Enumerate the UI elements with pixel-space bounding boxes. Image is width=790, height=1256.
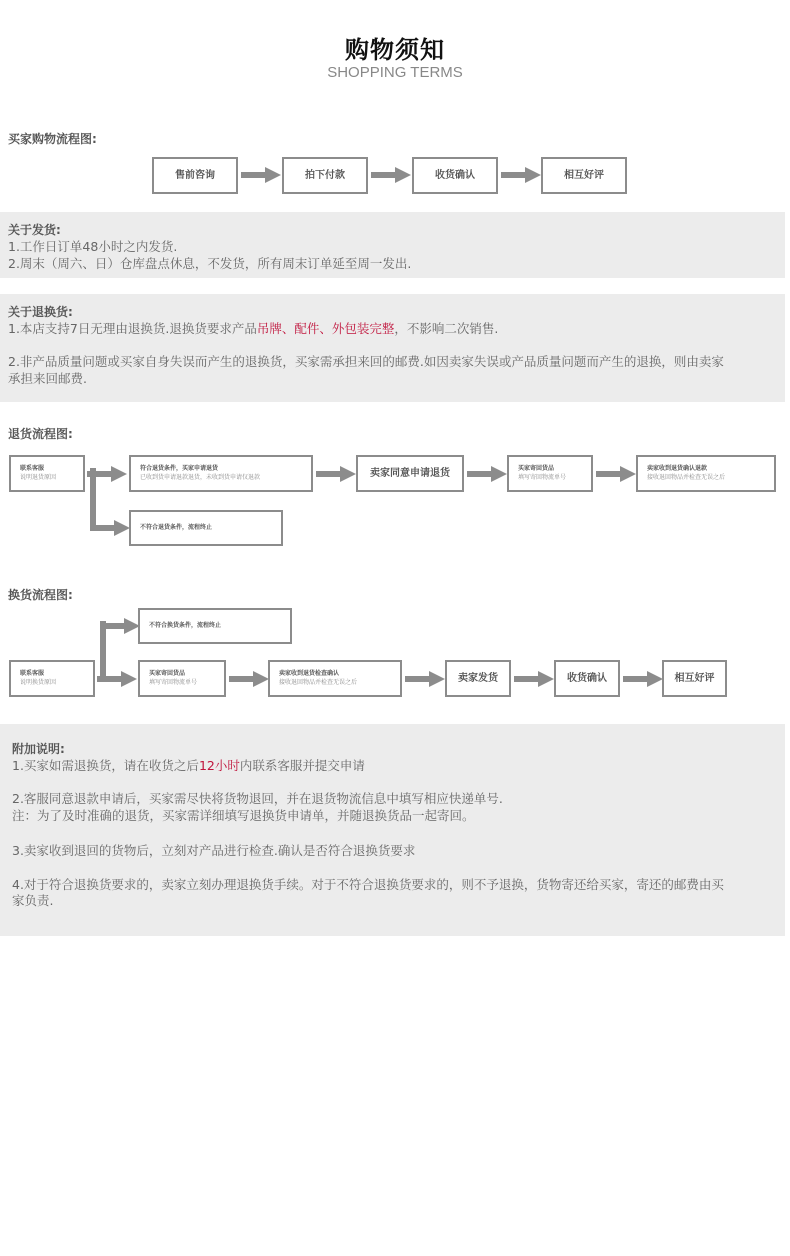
arrow-right-icon [240,167,282,183]
exchange-receive-box: 收货确认 [554,660,620,697]
returns-highlight: 吊牌、配件、外包装完整 [256,321,395,336]
refund-contact-box: 联系客服 说明退货原因 [9,455,85,492]
arrow-right-icon [228,671,270,687]
returns-line-2b: 承担来回邮费. [8,371,87,386]
notes-line-2b: 注：为了及时准确的退货，买家需详细填写退换货申请单，并随退换货品一起寄回。 [12,808,475,823]
notes-title: 附加说明: [12,742,65,756]
arrow-right-icon [100,618,140,634]
notes-line-1: 1.买家如需退换货，请在收货之后12小时内联系客服并提交申请 [12,758,365,773]
page-title: 购物须知 [345,36,445,64]
arrow-right-icon [622,671,664,687]
returns-panel [0,294,785,402]
returns-line-1: 1.本店支持7日无理由退换货.退换货要求产品吊牌、配件、外包装完整，不影响二次销售. [8,321,499,336]
flow-step-consult: 售前咨询 [152,157,238,194]
refund-buyer-send-box: 买家寄回货品 填写寄回物流单号 [507,455,593,492]
notes-line-3: 3.卖家收到退回的货物后，立刻对产品进行检查.确认是否符合退换货要求 [12,843,416,858]
exchange-buyer-send-box: 买家寄回货品 填写寄回物流单号 [138,660,226,697]
arrow-right-icon [90,520,130,536]
notes-line-2a: 2.客服同意退款申请后，买家需尽快将货物退回，并在退货物流信息中填写相应快递单号. [12,791,503,806]
exchange-contact-box: 联系客服 说明换货原因 [9,660,95,697]
notes-line-4b: 家负责. [12,893,54,908]
exchange-flow-label: 换货流程图: [8,588,73,602]
arrow-right-icon [370,167,412,183]
refund-seller-agree-box: 卖家同意申请退货 [356,455,464,492]
refund-eligible-box: 符合退货条件，买家申请退货 已收到货申请退款退货，未收到货申请仅退款 [129,455,313,492]
exchange-seller-ship-box: 卖家发货 [445,660,511,697]
returns-title: 关于退换货: [8,305,73,319]
returns-line-2a: 2.非产品质量问题或买家自身失误而产生的退换货，买家需承担来回的邮费.如因卖家失误或产品质量问题而产生的退换，则由卖家 [8,354,724,369]
flow-step-receive: 收货确认 [412,157,498,194]
arrow-right-icon [595,466,637,482]
shipping-line-1: 1.工作日订单48小时之内发货. [8,239,178,254]
refund-seller-confirm-box: 卖家收到退货确认退款 接收退回物品并检查无误之后 [636,455,776,492]
shipping-line-2: 2.周末（周六、日）仓库盘点休息，不发货，所有周末订单延至周一发出. [8,256,412,271]
arrow-right-icon [500,167,542,183]
flow-step-pay: 拍下付款 [282,157,368,194]
notes-highlight: 12小时 [198,758,240,773]
notes-line-4a: 4.对于符合退换货要求的，卖家立刻办理退换货手续。对于不符合退换货要求的，则不予退换，货物寄还给买家，寄还的邮费由买 [12,877,724,892]
page-subtitle: SHOPPING TERMS [327,64,463,81]
arrow-right-icon [513,671,555,687]
purchase-flow-label: 买家购物流程图: [8,132,97,146]
arrow-right-icon [404,671,446,687]
exchange-review-box: 相互好评 [662,660,727,697]
refund-not-eligible-box: 不符合退货条件，流程终止 [129,510,283,546]
exchange-seller-check-box: 卖家收到退货检查确认 接收退回物品并检查无误之后 [268,660,402,697]
refund-flow-label: 退货流程图: [8,427,73,441]
exchange-not-eligible-box: 不符合换货条件，流程终止 [138,608,292,644]
arrow-right-icon [466,466,508,482]
arrow-right-icon [315,466,357,482]
arrow-right-icon [86,466,128,482]
arrow-right-icon [96,671,138,687]
shipping-title: 关于发货: [8,223,61,237]
notes-panel [0,724,785,936]
flow-step-review: 相互好评 [541,157,627,194]
